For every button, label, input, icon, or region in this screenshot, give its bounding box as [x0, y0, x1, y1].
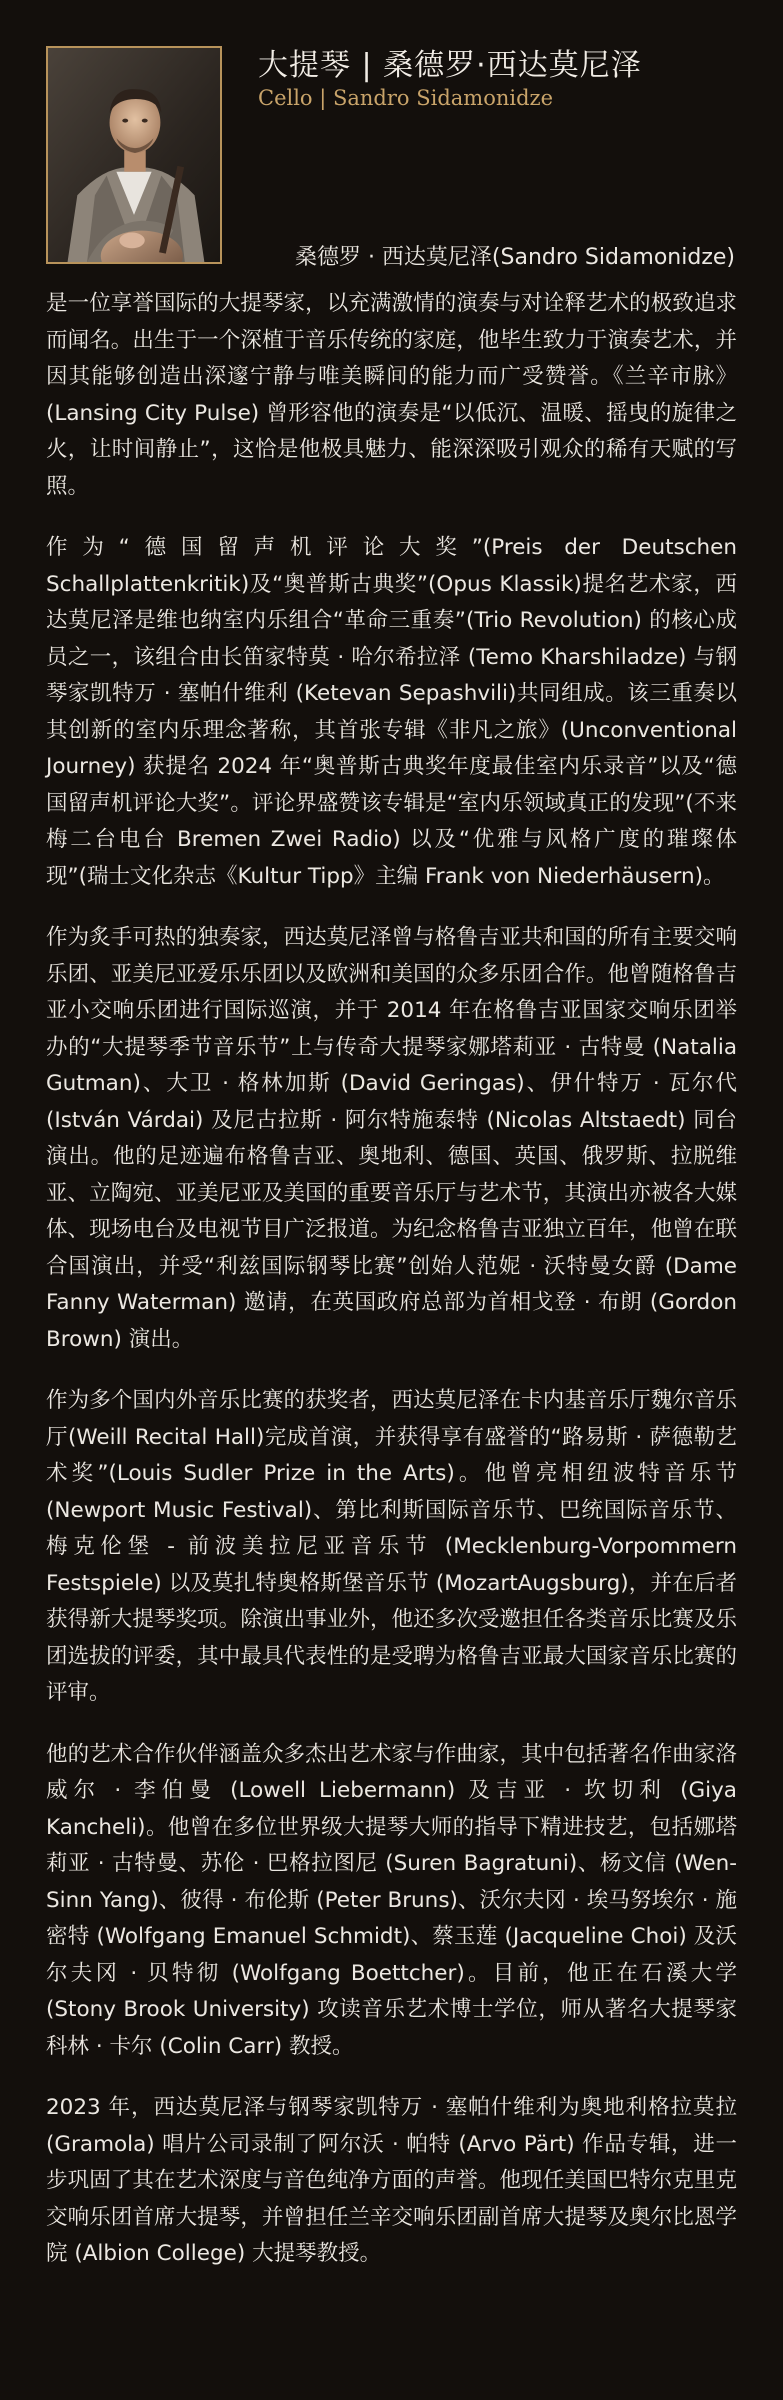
bio-paragraph: 作为炙手可热的独奏家，西达莫尼泽曾与格鲁吉亚共和国的所有主要交响乐团、亚美尼亚爱乐乐团以及欧洲和美国的众多乐团合作。他曾随格鲁吉亚小交响乐团进行国际巡演，并于 2014 年在格鲁吉亚国家交响乐团举办的“大提琴季节音乐节”上与传奇大提琴家娜塔莉亚 · 古特曼 (Natalia Gutman)、大卫 · 格林加斯 (David Geringas)、伊什特万 · 瓦尔代 (István Várdai) 及尼古拉斯 · 阿尔特施泰特 (Nicolas Altstaedt) 同台演出。他的足迹遍布格鲁吉亚、奥地利、德国、英国、俄罗斯、拉脱维亚、立陶宛、亚美尼亚及美国的重要音乐厅与艺术节，其演出亦被各大媒体、现场电台及电视节目广泛报道。为纪念格鲁吉亚独立百年，他曾在联合国演出，并受“利兹国际钢琴比赛”创始人范妮 · 沃特曼女爵 (Dame Fanny Waterman) 邀请，在英国政府总部为首相戈登 · 布朗 (Gordon Brown) 演出。 [46, 925, 737, 1352]
bio-paragraph: 他的艺术合作伙伴涵盖众多杰出艺术家与作曲家，其中包括著名作曲家洛威尔 · 李伯曼 (Lowell Liebermann) 及吉亚 · 坎切利 (Giya Kancheli)。他曾在多位世界级大提琴大师的指导下精进技艺，包括娜塔莉亚 · 古特曼、苏伦 · 巴格拉图尼 (Suren Bagratuni)、杨文信 (Wen-Sinn Yang)、彼得 · 布伦斯 (Peter Bruns)、沃尔夫冈 · 埃马努埃尔 · 施密特 (Wolfgang Emanuel Schmidt)、蔡玉莲 (Jacqueline Choi) 及沃尔夫冈 · 贝特彻 (Wolfgang Boettcher)。目前，他正在石溪大学 (Stony Brook University) 攻读音乐艺术博士学位，师从著名大提琴家科林 · 卡尔 (Colin Carr) 教授。 [46, 1741, 737, 2059]
page-subtitle: Cello | Sandro Sidamonidze [258, 86, 554, 110]
artist-name: 桑德罗 · 西达莫尼泽(Sandro Sidamonidze) [294, 245, 735, 270]
page-title: 大提琴 | 桑德罗·西达莫尼泽 [258, 48, 642, 83]
portrait-illustration [48, 48, 220, 262]
bio-paragraph: 作为多个国内外音乐比赛的获奖者，西达莫尼泽在卡内基音乐厅魏尔音乐厅(Weill Recital Hall)完成首演，并获得享有盛誉的“路易斯 · 萨德勒艺术奖”(Louis Sudler Prize in the Arts)。他曾亮相纽波特音乐节 (Newport Music Festival)、第比利斯国际音乐节、巴统国际音乐节、梅克伦堡 - 前波美拉尼亚音乐节 (Mecklenburg-Vorpommern Festspiele) 以及莫扎特奥格斯堡音乐节 (MozartAugsburg)，并在后者获得新大提琴奖项。除演出事业外，他还多次受邀担任各类音乐比赛及乐团选拔的评委，其中最具代表性的是受聘为格鲁吉亚最大国家音乐比赛的评审。 [46, 1388, 737, 1705]
bio-paragraph: 2023 年，西达莫尼泽与钢琴家凯特万 · 塞帕什维利为奥地利格拉莫拉 (Gramola) 唱片公司录制了阿尔沃 · 帕特 (Arvo Pärt) 作品专辑，进一步巩固了其在艺术深度与音色纯净方面的声誉。他现任美国巴特尔克里克交响乐团首席大提琴，并曾担任兰辛交响乐团副首席大提琴及奥尔比恩学院 (Albion College) 大提琴教授。 [46, 2095, 737, 2266]
portrait-photo [46, 46, 222, 264]
bio-paragraph: 作为“德国留声机评论大奖”(Preis der Deutschen Schallplattenkritik)及“奥普斯古典奖”(Opus Klassik)提名艺术家，西达莫尼泽是维也纳室内乐组合“革命三重奏”(Trio Revolution) 的核心成员之一，该组合由长笛家特莫 · 哈尔希拉泽 (Temo Kharshiladze) 与钢琴家凯特万 · 塞帕什维利 (Ketevan Sepashvili)共同组成。该三重奏以其创新的室内乐理念著称，其首张专辑《非凡之旅》(Unconventional Journey) 获提名 2024 年“奥普斯古典奖年度最佳室内乐录音”以及“德国留声机评论大奖”。评论界盛赞该专辑是“室内乐领域真正的发现”(不来梅二台电台 Bremen Zwei Radio) 以及“优雅与风格广度的璀璨体现”(瑞士文化杂志《Kultur Tipp》主编 Frank von Niederhäusern)。 [46, 535, 737, 889]
bio-paragraph: 是一位享誉国际的大提琴家，以充满激情的演奏与对诠释艺术的极致追求而闻名。出生于一个深植于音乐传统的家庭，他毕生致力于演奏艺术，并因其能够创造出深邃宁静与唯美瞬间的能力而广受赞誉。《兰辛市脉》(Lansing City Pulse) 曾形容他的演奏是“以低沉、温暖、摇曳的旋律之火，让时间静止”，这恰是他极具魅力、能深深吸引观众的稀有天赋的写照。 [46, 291, 737, 499]
biography [46, 286, 737, 2298]
